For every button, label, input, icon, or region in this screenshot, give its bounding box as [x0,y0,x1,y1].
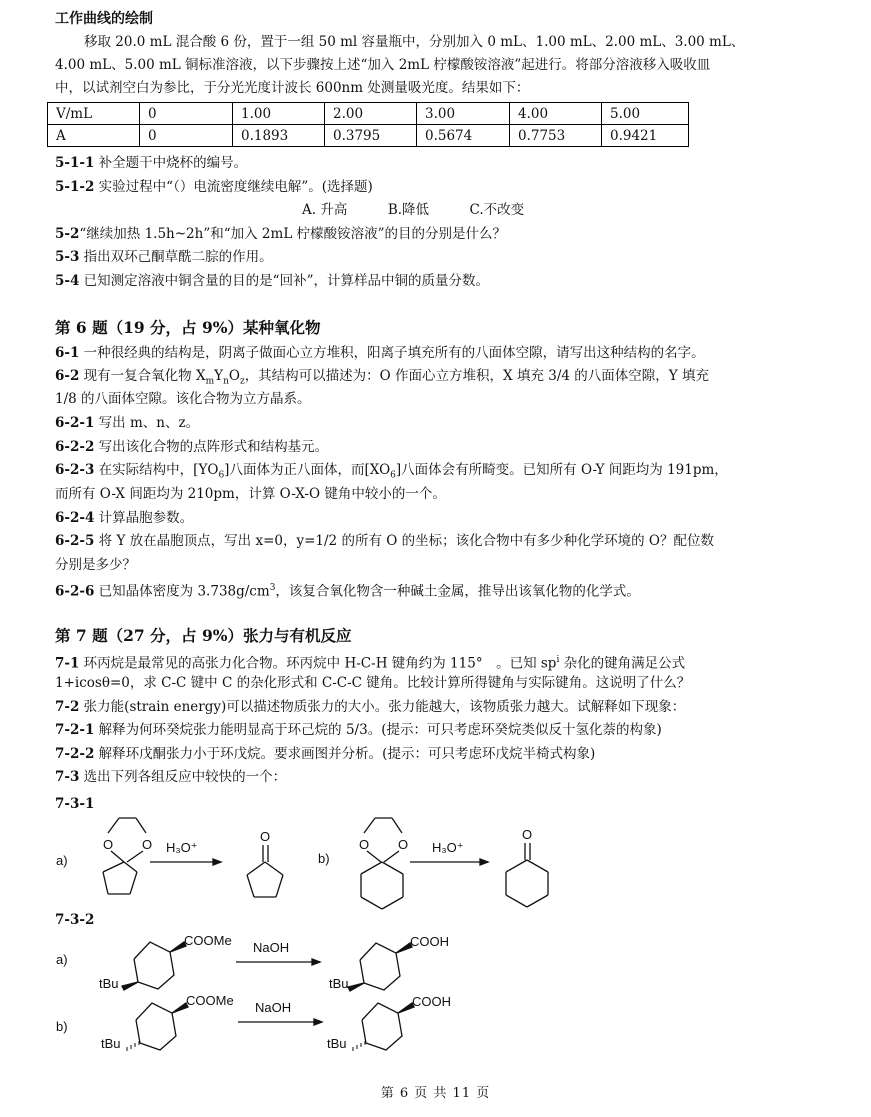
ester-group: COOMe [186,993,234,1008]
subscript: 6 [218,470,225,481]
table-cell: A [48,125,140,147]
question-text: 补全题干中烧杯的编号。 [94,155,248,171]
tbu-group: tBu [101,1036,121,1051]
question-number: 6-2-5 [55,533,95,549]
arrowhead [314,1019,322,1025]
question-number: 5-4 [55,273,80,289]
arrowhead [213,859,221,865]
table-cell: 0 [140,125,233,147]
spiroketal-cyclohexane [361,818,403,909]
question-6-heading: 第 6 题（19 分，占 9%）某种氧化物 [55,318,321,337]
reagent-naoh: NaOH [253,940,290,955]
table-cell: 0.9421 [602,125,689,147]
table-cell: 1.00 [233,103,325,125]
question-text: 已知测定溶液中铜含量的目的是“回补”，计算样品中铜的质量分数。 [79,273,489,289]
question-text: ，其结构可以描述为：O 作面心立方堆积，X 填充 3/4 的八面体空隙，Y 填充 [244,368,709,384]
question-number: 5-1-2 [55,179,95,195]
intro-line-1: 移取 20.0 mL 混合酸 6 份，置于一组 50 ml 容量瓶中，分别加入 0 mL、1.00 mL、2.00 mL、3.00 mL、 [84,34,745,50]
arrowhead [312,959,320,965]
question-7-3-2-label: 7-3-2 [55,912,95,928]
cyclohexane-acid-trans [348,943,412,991]
question-text: 张力能(strain energy)可以描述物质张力的大小。张力能越大，该物质张力越大。试解释如下现象： [79,699,686,715]
table-cell: 4.00 [510,103,602,125]
subscript: 6 [390,470,396,481]
question-text: 解释环戊酮张力小于环戊烷。要求画图并分析。(提示：可只考虑环戊烷半椅式构象) [94,746,596,762]
question-6-2-5-line-2: 分别是多少？ [55,557,136,573]
reagent-hydronium: H₃O⁺ [166,840,198,855]
intro-line-2: 4.00 mL、5.00 mL 铜标准溶液，以下步骤按上述“加入 2mL 柠檬酸铵溶液”起进行。将部分溶液移入吸收皿 [55,57,711,73]
formula-part: Y [214,368,224,384]
reagent-naoh: NaOH [255,1000,292,1015]
question-6-2-line-2: 1/8 的八面体空隙。该化合物为立方晶系。 [55,391,311,407]
table-cell: 5.00 [602,103,689,125]
question-text: “继续加热 1.5h~2h”和“加入 2mL 柠檬酸铵溶液”的目的分别是什么？ [79,226,506,242]
question-text: 杂化的键角满足公式 [559,655,686,672]
reaction-label-a: a) [56,853,68,868]
question-text: 实验过程中“（）电流密度继续电解”。(选择题) [94,179,373,195]
question-number: 5-2 [55,226,80,242]
acid-group: COOH [410,934,449,949]
question-7-1-line-2: 1+icosθ=0，求 C-C 键中 C 的杂化形式和 C-C-C 键角。比较计算所得键角与实际键角。这说明了什么？ [55,675,691,691]
question-number: 7-2 [55,699,80,715]
ester-group: COOMe [184,933,232,948]
question-number: 6-1 [55,345,80,361]
table-cell: 3.00 [417,103,510,125]
cyclohexane-ester-trans [122,942,186,990]
page-footer: 第 6 页 共 11 页 [380,1086,491,1101]
section-title: 工作曲线的绘制 [55,11,153,27]
carbonyl-oxygen: O [260,829,271,844]
question-5-1-2-options: A. 升高 B.降低 C.不改变 [302,202,525,218]
tbu-group: tBu [329,976,349,991]
question-text: 计算晶胞参数。 [94,510,194,526]
superscript: 3 [269,583,276,593]
table-cell: 0.5674 [417,125,510,147]
question-text: 一种很经典的结构是，阴离子做面心立方堆积，阳离子填充所有的八面体空隙，请写出这种结构的名字。 [79,345,705,361]
reagent-hydronium: H₃O⁺ [432,840,464,855]
question-text: ]八面体为正八面体，而[XO [224,462,391,478]
cyclohexane-ester-cis [127,1003,188,1051]
question-text: 选出下列各组反应中较快的一个： [79,769,287,785]
ketal-oxygen-right: O [142,837,153,852]
question-text: 指出双环己酮草酰二腙的作用。 [79,249,273,265]
reaction-label-b: b) [318,851,330,866]
question-text: 环丙烷是最常见的高张力化合物。环丙烷中 H-C-H 键角约为 115° 。已知 sp [79,655,557,672]
question-number: 6-2-4 [55,510,95,526]
question-number: 7-2-1 [55,722,95,738]
question-number: 5-1-1 [55,155,95,171]
question-number: 6-2 [55,368,80,384]
question-number: 6-2-1 [55,415,95,431]
superscript: i [556,655,560,665]
question-number: 6-2-6 [55,583,95,600]
cyclopentanone [247,845,283,897]
table-cell: V/mL [48,103,140,125]
table-cell: 0 [140,103,233,125]
table-cell: 0.3795 [325,125,417,147]
formula-part: O [228,368,240,384]
subscript: n [223,376,229,387]
arrowhead [480,859,488,865]
question-number: 7-1 [55,655,80,672]
question-text: ]八面体会有所畸变。已知所有 O-Y 间距均为 191pm， [395,462,728,478]
question-text: 现有一复合氧化物 X [79,368,206,384]
question-number: 7-3 [55,769,80,785]
question-text: ，该复合氧化物含一种碱土金属，推导出该氧化物的化学式。 [275,583,640,600]
question-7-heading: 第 7 题（27 分，占 9%）张力与有机反应 [55,626,352,645]
ketal-oxygen-right: O [398,837,409,852]
tbu-group: tBu [99,976,119,991]
acid-group: COOH [412,994,451,1009]
table-cell: 0.7753 [510,125,602,147]
question-text: 写出 m、n、z。 [94,415,200,431]
subscript: m [205,376,215,387]
reaction-label-a: a) [56,952,68,967]
carbonyl-oxygen: O [522,827,533,842]
subscript: z [239,376,245,387]
spiroketal-cyclopentane [103,818,146,894]
question-text: 写出该化合物的点阵形式和结构基元。 [94,439,329,455]
ketal-oxygen-left: O [359,837,370,852]
question-number: 7-2-2 [55,746,95,762]
tbu-group: tBu [327,1036,347,1051]
question-text: 将 Y 放在晶胞顶点，写出 x=0，y=1/2 的所有 O 的坐标；该化合物中有多少种化学环境的 O？配位数 [94,533,714,549]
question-7-3-1-label: 7-3-1 [55,796,95,812]
ketal-oxygen-left: O [103,837,114,852]
question-text: 解释为何环癸烷张力能明显高于环己烷的 5/3。(提示：可只考虑环癸烷类似反十氢化萘的构象) [94,722,662,738]
question-text: 在实际结构中，[YO [94,462,219,478]
question-number: 6-2-2 [55,439,95,455]
question-number: 6-2-3 [55,462,95,478]
question-text: 已知晶体密度为 3.738g/cm [94,583,270,600]
reaction-label-b: b) [56,1019,68,1034]
cyclohexane-acid-cis [353,1003,414,1051]
question-6-2-3-line-2: 而所有 O-X 间距均为 210pm，计算 O-X-O 键角中较小的一个。 [55,486,446,502]
intro-line-3: 中，以试剂空白为参比，于分光光度计波长 600nm 处测量吸光度。结果如下： [55,80,530,96]
question-number: 5-3 [55,249,80,265]
table-cell: 2.00 [325,103,417,125]
table-cell: 0.1893 [233,125,325,147]
cyclohexanone [506,843,548,907]
